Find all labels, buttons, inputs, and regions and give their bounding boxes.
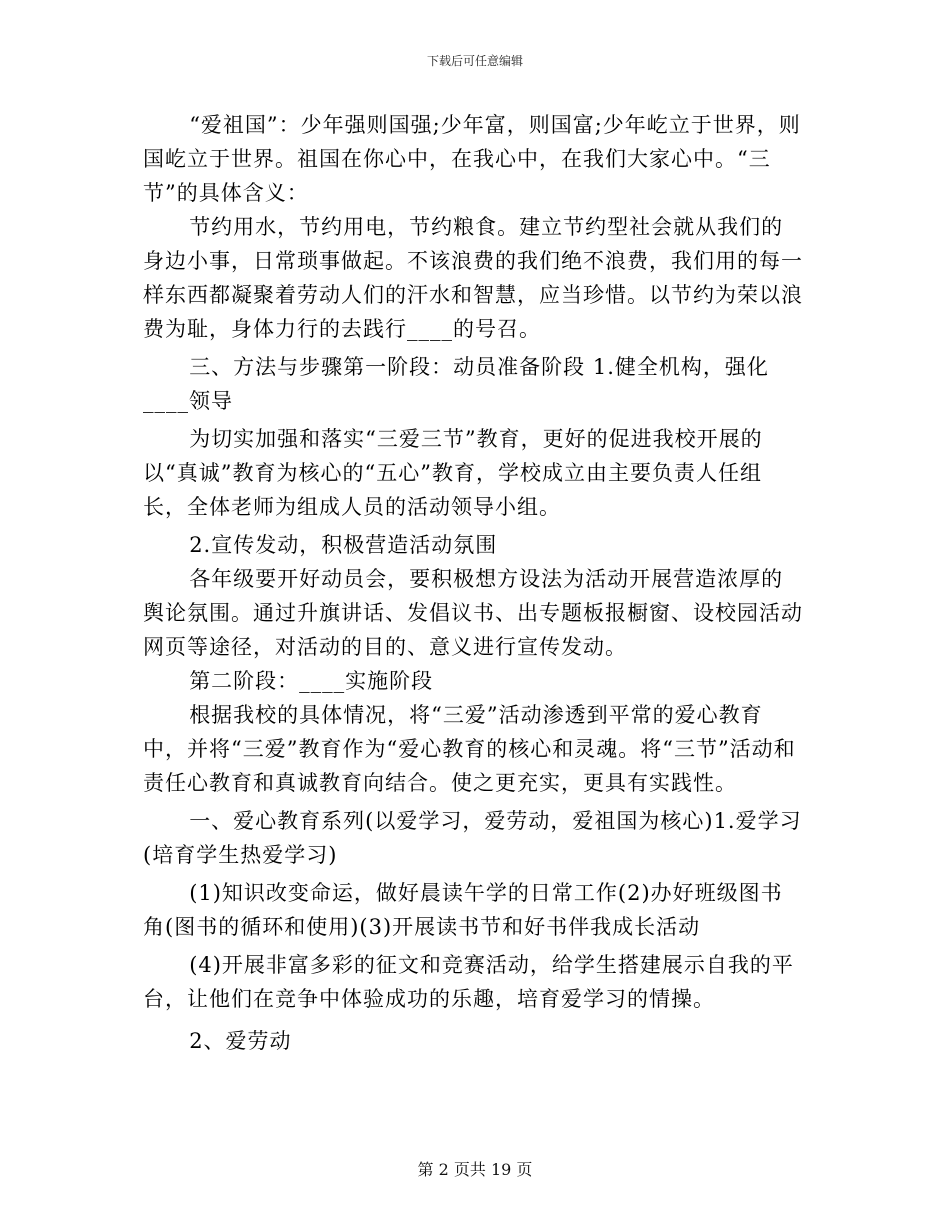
- heading-publicity: 2.宣传发动，积极营造活动氛围: [189, 533, 498, 557]
- paragraph-item-4: (4)开展非富多彩的征文和竞赛活动，给学生搭建展示自我的平台，让他们在竞争中体验成功的乐趣，培育爱学习的情操。: [143, 953, 794, 1011]
- paragraph-items-1-3: (1)知识改变命运，做好晨读午学的日常工作(2)办好班级图书角(图书的循环和使用)(3)开展读书节和好书伴我成长活动: [143, 881, 783, 939]
- paragraph-strengthen-education: 为切实加强和落实“三爱三节”教育，更好的促进我校开展的以“真诚”教育为核心的“五心”教育，学校成立由主要负责人任组长，全体老师为组成人员的活动领导小组。: [143, 427, 763, 519]
- paragraph-love-motherland: “爱祖国”：少年强则国强;少年富，则国富;少年屹立于世界，则国屹立于世界。祖国在你心中，在我心中，在我们大家心中。“三节”的具体含义：: [143, 113, 801, 205]
- page-header: 下载后可任意编辑: [426, 54, 523, 68]
- paragraph-methods-steps: 三、方法与步骤第一阶段：动员准备阶段 1.健全机构，强化____领导: [143, 355, 769, 413]
- paragraph-love-education-series: 一、爱心教育系列(以爱学习，爱劳动，爱祖国为核心)1.爱学习(培育学生热爱学习): [143, 809, 802, 867]
- heading-stage-two: 第二阶段：____实施阶段: [189, 669, 434, 693]
- heading-love-labor: 2、爱劳动: [189, 1029, 292, 1053]
- paragraph-saving: 节约用水，节约用电，节约粮食。建立节约型社会就从我们的身边小事，日常琐事做起。不该浪费的我们绝不浪费，我们用的每一样东西都凝聚着劳动人们的汗水和智慧，应当珍惜。以节约为荣以浪费为耻，身体力行的去践行____的号召。: [143, 215, 803, 341]
- document-body: [143, 108, 803, 1058]
- paragraph-stage-two: 根据我校的具体情况，将“三爱”活动渗透到平常的爱心教育中，并将“三爱”教育作为“爱心教育的核心和灵魂。将“三节”活动和责任心教育和真诚教育向结合。使之更充实，更具有实践性。: [143, 703, 796, 795]
- paragraph-publicity: 各年级要开好动员会，要积极想方设法为活动开展营造浓厚的舆论氛围。通过升旗讲话、发倡议书、出专题板报橱窗、设校园活动网页等途径，对活动的目的、意义进行宣传发动。: [143, 567, 803, 659]
- page-footer: 第 2 页共 19 页: [417, 1160, 533, 1179]
